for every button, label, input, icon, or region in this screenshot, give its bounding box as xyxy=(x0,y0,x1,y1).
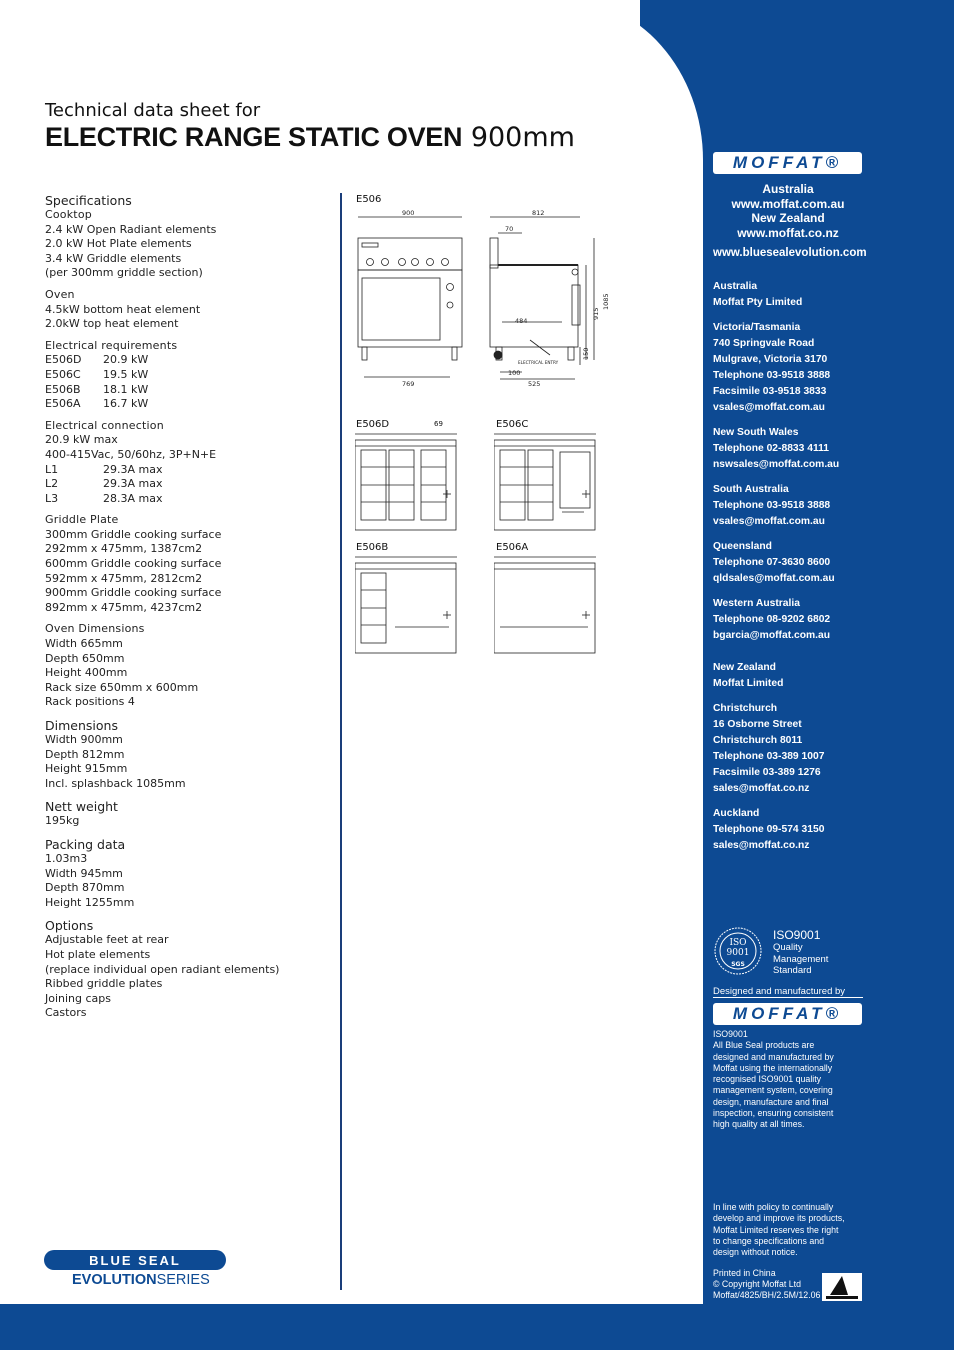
spec-line: Joining caps xyxy=(45,991,112,1005)
policy-line: Moffat Limited reserves the right xyxy=(713,1224,839,1235)
drawing-label-e506c: E506C xyxy=(496,419,529,430)
spec-row xyxy=(45,397,335,412)
oven-title: Oven xyxy=(45,287,75,301)
oven-door xyxy=(362,278,440,340)
iso-title: ISO9001 xyxy=(773,928,821,942)
spec-line: 2.0 kW Hot Plate elements xyxy=(45,237,192,251)
electrical-entry-label: ELECTRICAL ENTRY xyxy=(518,360,559,365)
policy-line: develop and improve its products, xyxy=(713,1213,845,1224)
spec-line: Ribbed griddle plates xyxy=(45,977,163,991)
electrical-conn-rows xyxy=(45,463,335,507)
evo-light: SERIES xyxy=(156,1272,210,1288)
contact-group xyxy=(713,701,933,797)
spec-line: 2.0kW top heat element xyxy=(45,317,179,331)
iso-para-line: designed and manufactured by xyxy=(713,1051,834,1062)
e506d-drawing xyxy=(355,432,457,532)
iso-line: Standard xyxy=(773,965,812,976)
iso-badge-num: 9001 xyxy=(726,948,750,958)
e506a-drawing xyxy=(494,555,597,655)
packing-lines xyxy=(45,852,335,910)
spec-row xyxy=(45,368,335,383)
dim-70: 70 xyxy=(505,225,514,233)
spec-line: Width 900mm xyxy=(45,733,123,746)
dim-525: 525 xyxy=(528,380,541,388)
spec-row-value: 29.3A max xyxy=(103,477,163,491)
spec-line: Width 945mm xyxy=(45,866,123,880)
iso-para-line: high quality at all times. xyxy=(713,1119,805,1130)
moffat-logo-text: MOFFAT xyxy=(732,153,826,172)
dimensions-lines xyxy=(45,733,335,791)
spec-line: 400-415Vac, 50/60hz, 3P+N+E xyxy=(45,447,217,461)
policy-line: to change specifications and xyxy=(713,1235,825,1246)
spec-row xyxy=(45,463,335,478)
contact-line[interactable]: sales@moffat.co.nz xyxy=(713,783,810,794)
electrical-conn-title: Electrical connection xyxy=(45,418,164,432)
dim-1085: 1085 xyxy=(602,293,610,310)
spec-line: 300mm Griddle cooking surface xyxy=(45,527,222,541)
contact-line: Telephone 02-8833 4111 xyxy=(713,443,830,454)
bottom-bar xyxy=(0,1304,954,1350)
contact-line: Telephone 08-9202 6802 xyxy=(713,614,831,625)
blue-seal-text: BLUE SEAL xyxy=(89,1252,181,1268)
contact-line[interactable]: nswsales@moffat.com.au xyxy=(713,459,840,470)
policy-line: In line with policy to continually xyxy=(713,1202,834,1212)
contact-line: New Zealand xyxy=(713,662,776,673)
contact-line: 16 Osborne Street xyxy=(713,719,802,730)
title-bold: ELECTRIC RANGE STATIC OVEN xyxy=(45,122,463,152)
electrical-req-title: Electrical requirements xyxy=(45,338,178,352)
contact-line: Telephone 07-3630 8600 xyxy=(713,557,831,568)
spec-line: Height 915mm xyxy=(45,762,128,776)
griddle-lines xyxy=(45,528,335,616)
printed-line: Printed in China xyxy=(713,1268,776,1278)
drawing-label-e506a: E506A xyxy=(496,542,529,553)
designed-by: Designed and manufactured by xyxy=(713,986,846,997)
drawing-label-e506b: E506B xyxy=(356,542,389,553)
contact-line: Telephone 03-9518 3888 xyxy=(713,500,831,511)
spec-line: Castors xyxy=(45,1006,87,1020)
oven-lines xyxy=(45,303,335,332)
spec-line: 592mm x 475mm, 2812cm2 xyxy=(45,571,203,585)
contact-line: Telephone 03-389 1007 xyxy=(713,751,825,762)
contact-group xyxy=(713,806,933,854)
spec-row-key: E506D xyxy=(45,353,82,367)
dim-100: 100 xyxy=(508,369,521,377)
page-title xyxy=(45,122,575,153)
iso-lines xyxy=(773,942,828,977)
contact-line: South Australia xyxy=(713,484,789,495)
e506-technical-drawing xyxy=(350,205,620,390)
region-line: Australia xyxy=(762,182,814,196)
iso-text xyxy=(773,928,828,977)
iso-para-line: design, manufacture and final xyxy=(713,1096,829,1107)
drawing-label-e506: E506 xyxy=(356,194,382,205)
dim-915: 915 xyxy=(592,307,600,320)
iso-para-line: management system, covering xyxy=(713,1085,833,1096)
contact-line: Auckland xyxy=(713,808,760,819)
contact-line: Facsimile 03-9518 3833 xyxy=(713,386,827,397)
blue-seal-logo xyxy=(44,1250,226,1270)
contact-group xyxy=(713,660,933,692)
printed-info xyxy=(713,1268,820,1301)
dim-812: 812 xyxy=(532,209,545,217)
spec-line: Rack positions 4 xyxy=(45,695,135,709)
spec-line: Incl. splashback 1085mm xyxy=(45,776,186,790)
contact-group xyxy=(713,279,933,311)
contact-line[interactable]: sales@moffat.co.nz xyxy=(713,840,810,851)
contact-group xyxy=(713,539,933,587)
title-light: 900mm xyxy=(470,122,575,153)
front-oven xyxy=(358,270,462,347)
dim-69: 69 xyxy=(434,420,443,428)
drawing-label-e506d: E506D xyxy=(356,419,390,430)
spec-line: (replace individual open radiant elements) xyxy=(45,962,280,976)
contact-line[interactable]: vsales@moffat.com.au xyxy=(713,402,825,413)
spec-row xyxy=(45,353,335,368)
contact-line: Telephone 09-574 3150 xyxy=(713,824,825,835)
iso-badge-top: ISO xyxy=(729,938,747,948)
spec-row xyxy=(45,383,335,398)
spec-line: Height 1255mm xyxy=(45,895,135,909)
iso-paragraph xyxy=(713,1029,863,1131)
spec-line: 600mm Griddle cooking surface xyxy=(45,557,222,571)
spec-line: Depth 870mm xyxy=(45,881,125,895)
oven-dims-lines xyxy=(45,637,335,710)
spec-row-key: E506A xyxy=(45,397,81,411)
iso-line: Management xyxy=(773,953,829,965)
contact-line: Telephone 03-9518 3888 xyxy=(713,370,831,381)
packing-title: Packing data xyxy=(45,836,126,852)
options-lines xyxy=(45,933,335,1021)
electrical-conn-lines xyxy=(45,433,335,462)
moffat-logo-2-text: MOFFAT xyxy=(732,1004,826,1023)
page-subtitle: Technical data sheet for xyxy=(45,100,261,121)
contact-group xyxy=(713,596,933,644)
spec-line: 292mm x 475mm, 1387cm2 xyxy=(45,542,203,556)
dimensions-title: Dimensions xyxy=(45,718,118,733)
evo-bold: EVOLUTION xyxy=(72,1272,157,1288)
spec-line: Adjustable feet at rear xyxy=(45,933,169,947)
specifications-heading: Specifications xyxy=(45,193,132,208)
spec-row-value: 18.1 kW xyxy=(103,382,149,396)
cooktop-lines xyxy=(45,223,335,281)
contact-line: Mulgrave, Victoria 3170 xyxy=(713,354,828,365)
spec-line: Rack size 650mm x 600mm xyxy=(45,680,199,694)
cooktop-title: Cooktop xyxy=(45,208,92,221)
region-websites xyxy=(713,182,863,240)
spec-line: 20.9 kW max xyxy=(45,433,118,447)
e506c-drawing xyxy=(494,432,597,532)
dim-900: 900 xyxy=(402,209,415,217)
spec-row-value: 28.3A max xyxy=(103,491,163,505)
region-line: www.moffat.com.au xyxy=(731,196,845,211)
dim-769: 769 xyxy=(402,380,415,388)
e506b-drawing xyxy=(355,555,457,655)
printed-line: © Copyright Moffat Ltd xyxy=(713,1279,801,1289)
contact-line[interactable]: vsales@moffat.com.au xyxy=(713,516,825,527)
contact-line[interactable]: qldsales@moffat.com.au xyxy=(713,573,835,584)
iso-para-line: inspection, ensuring consistent xyxy=(713,1108,834,1119)
oven-dims-title: Oven Dimensions xyxy=(45,622,145,636)
spec-row-key: E506B xyxy=(45,382,81,396)
contact-line: Victoria/Tasmania xyxy=(713,322,801,333)
spec-line: 892mm x 475mm, 4237cm2 xyxy=(45,600,203,614)
spec-row-value: 29.3A max xyxy=(103,462,163,476)
specifications-column xyxy=(45,193,335,1021)
nett-weight-title: Nett weight xyxy=(45,799,118,815)
evolution-series-logo xyxy=(72,1272,210,1288)
contact-line: Moffat Limited xyxy=(713,678,784,689)
contact-list xyxy=(713,279,933,863)
spec-line: Hot plate elements xyxy=(45,947,151,961)
spec-row-value: 16.7 kW xyxy=(103,397,149,411)
blueseal-website[interactable]: www.bluesealevolution.com xyxy=(713,247,867,259)
spec-line: 4.5kW bottom heat element xyxy=(45,302,201,316)
spec-row xyxy=(45,477,335,492)
spec-line: 2.4 kW Open Radiant elements xyxy=(45,222,217,236)
region-line: www.moffat.co.nz xyxy=(737,225,839,240)
column-divider xyxy=(340,193,342,1290)
nett-weight-lines xyxy=(45,814,335,829)
iso-badge-icon xyxy=(713,926,763,976)
iso-para-line: ISO9001 xyxy=(713,1029,748,1039)
options-title: Options xyxy=(45,918,94,934)
spec-row-value: 20.9 kW xyxy=(103,353,149,367)
spec-line: 195kg xyxy=(45,814,80,828)
spec-line: 900mm Griddle cooking surface xyxy=(45,586,222,600)
contact-line: Moffat Pty Limited xyxy=(713,297,803,308)
iso-para-line: All Blue Seal products are xyxy=(713,1040,815,1051)
dim-150: 150 xyxy=(582,347,590,360)
iso-line: Quality xyxy=(773,942,803,953)
contact-group xyxy=(713,482,933,530)
contact-line: Western Australia xyxy=(713,598,800,609)
spec-line: Width 665mm xyxy=(45,637,123,651)
iso-para-line: recognised ISO9001 quality xyxy=(713,1074,822,1085)
recycle-logo-icon xyxy=(822,1273,862,1301)
contact-line: Christchurch xyxy=(713,703,778,714)
printed-line: Moffat/4825/BH/2.5M/12.06 xyxy=(713,1290,821,1300)
iso-badge-sgs: SGS xyxy=(731,961,745,968)
spec-row-value: 19.5 kW xyxy=(103,367,149,381)
electrical-req-rows xyxy=(45,353,335,411)
moffat-logo: MOFFAT ® xyxy=(713,152,862,174)
spec-row xyxy=(45,492,335,507)
contact-group xyxy=(713,425,933,473)
iso-para-line: Moffat using the internationally xyxy=(713,1062,833,1073)
contact-line: Queensland xyxy=(713,541,772,552)
spec-row-key: E506C xyxy=(45,367,81,381)
region-line: New Zealand xyxy=(751,211,825,225)
spec-row-key: L3 xyxy=(45,491,59,505)
spec-row-key: L2 xyxy=(45,477,59,491)
contact-line: New South Wales xyxy=(713,427,799,438)
spec-line: Height 400mm xyxy=(45,666,128,680)
policy-line: design without notice. xyxy=(713,1247,798,1258)
dim-484: 484 xyxy=(515,317,528,325)
contact-line: 740 Springvale Road xyxy=(713,338,815,349)
spec-line: (per 300mm griddle section) xyxy=(45,266,203,280)
contact-group xyxy=(713,320,933,416)
spec-line: Depth 812mm xyxy=(45,747,125,761)
spec-line: 1.03m3 xyxy=(45,851,88,865)
designed-by-rule xyxy=(713,997,863,998)
policy-paragraph xyxy=(713,1202,863,1258)
contact-line: Christchurch 8011 xyxy=(713,735,803,746)
contact-line: Facsimile 03-389 1276 xyxy=(713,767,821,778)
contact-line[interactable]: bgarcia@moffat.com.au xyxy=(713,630,831,641)
spec-row-key: L1 xyxy=(45,462,59,476)
contact-line: Australia xyxy=(713,281,758,292)
moffat-logo-2: MOFFAT ® xyxy=(713,1003,862,1025)
spec-line: 3.4 kW Griddle elements xyxy=(45,251,182,265)
spec-line: Depth 650mm xyxy=(45,651,125,665)
griddle-title: Griddle Plate xyxy=(45,513,119,527)
